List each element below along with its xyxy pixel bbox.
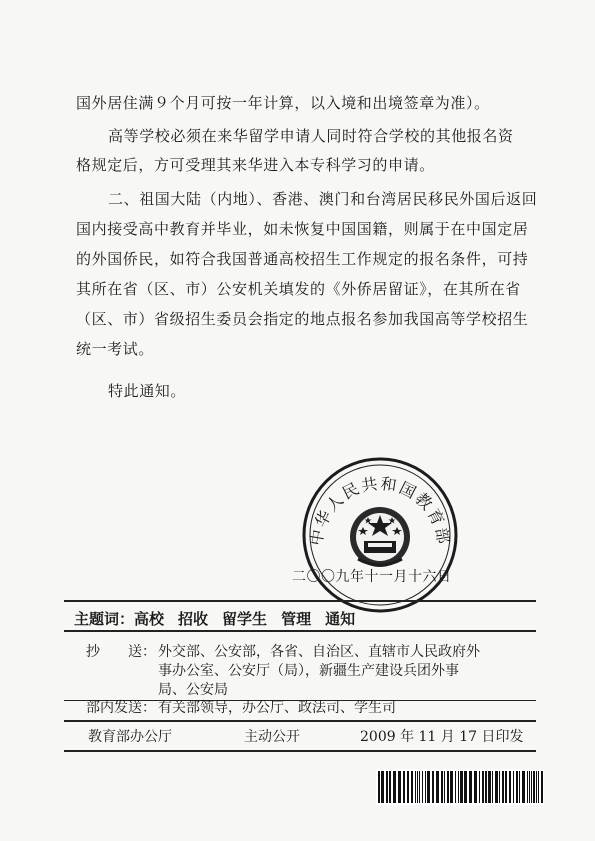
body-line: 格规定后，方可受理其来华进入本专科学习的申请。 — [76, 156, 435, 174]
body-line: 二、祖国大陆（内地）、香港、澳门和台湾居民移民外国后返回 — [108, 190, 538, 208]
subject-keyword: 招收 — [178, 610, 209, 628]
subject-keyword: 留学生 — [222, 610, 268, 628]
body-line: 高等学校必须在来华留学申请人同时符合学校的其他报名资 — [108, 127, 514, 145]
body-line: 统一考试。 — [76, 340, 155, 358]
body-line: 其所在省（区、市）公安机关填发的《外侨居留证》，在其所在省 — [76, 280, 521, 298]
subject-keywords — [74, 608, 369, 629]
cc-recipients: 局、公安局 — [158, 682, 228, 698]
cc-label: 抄 送： — [86, 644, 156, 660]
cc-recipients: 事办公室、公安厅（局），新疆生产建设兵团外事 — [158, 663, 459, 679]
print-date: 2009 年 11 月 17 日印发 — [360, 729, 524, 745]
svg-text:中华人民共和国教育部: 中华人民共和国教育部 — [306, 473, 454, 548]
internal-recipients: 有关部领导，办公厅、政法司、学生司 — [158, 700, 396, 716]
closing-text: 特此通知。 — [108, 382, 187, 400]
body-line: 国外居住满９个月可按一年计算，以入境和出境签章为准）。 — [76, 94, 490, 112]
subject-keyword: 高校 — [134, 610, 165, 628]
divider — [64, 630, 536, 632]
cc-recipients: 外交部、公安部，各省、自治区、直辖市人民政府外 — [158, 644, 480, 660]
body-line: 国内接受高中教育并毕业，如未恢复中国国籍，则属于在中国定居 — [76, 220, 529, 238]
barcode-icon — [376, 769, 544, 805]
subject-keyword: 管理 — [281, 610, 312, 628]
signing-date: 二〇〇九年十一月十六日 — [292, 569, 452, 585]
official-seal — [300, 455, 460, 615]
divider — [64, 600, 536, 602]
subject-label: 主题词： — [74, 610, 135, 628]
national-emblem-icon — [350, 507, 410, 567]
internal-label: 部内发送： — [86, 700, 156, 716]
divider — [64, 750, 536, 752]
subject-keyword: 通知 — [325, 610, 356, 628]
divider — [64, 720, 536, 722]
disclosure-status: 主动公开 — [244, 729, 300, 745]
body-line: 的外国侨民，如符合我国普通高校招生工作规定的报名条件，可持 — [76, 250, 529, 268]
issuer: 教育部办公厅 — [88, 729, 172, 745]
body-line: （区、市）省级招生委员会指定的地点报名参加我国高等学校招生 — [76, 310, 529, 328]
